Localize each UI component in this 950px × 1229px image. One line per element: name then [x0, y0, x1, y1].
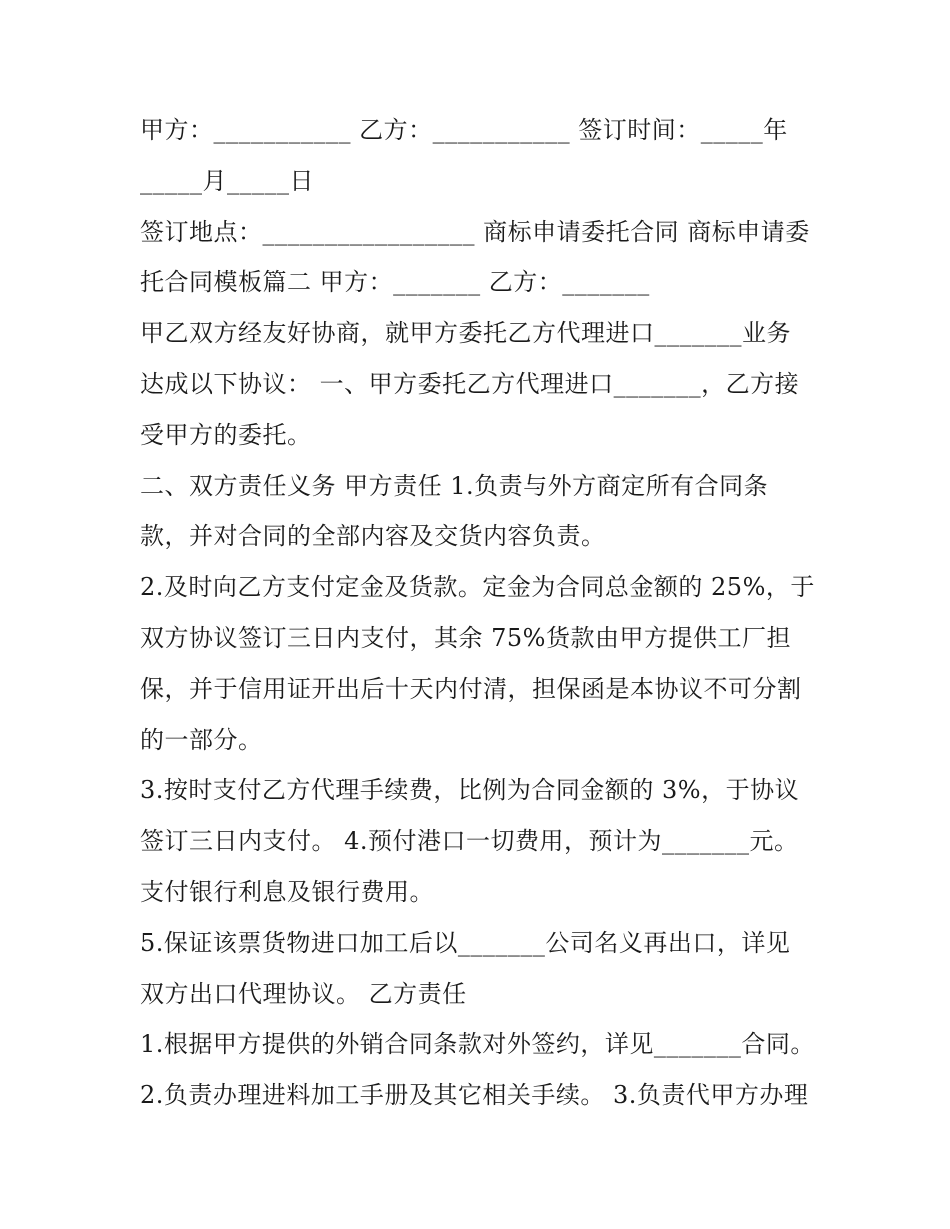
text-line: 二、双方责任义务 甲方责任 1.负责与外方商定所有合同条: [140, 471, 769, 500]
text-line: 双方协议签订三日内支付，其余 75%货款由甲方提供工厂担: [140, 623, 791, 652]
text-line: 签订三日内支付。 4.预付港口一切费用，预计为_______元。: [140, 827, 799, 856]
text-line: 款，并对合同的全部内容及交货内容负责。: [140, 522, 606, 551]
contract-body-text: [140, 105, 820, 1121]
text-line: 签订地点：_________________ 商标申请委托合同 商标申请委: [140, 217, 810, 246]
text-line: 甲方：___________ 乙方：___________ 签订时间：_____年: [140, 116, 788, 144]
text-line: 1.根据甲方提供的外销合同条款对外签约，详见_______合同。: [140, 1030, 815, 1059]
text-line: 甲乙双方经友好协商，就甲方委托乙方代理进口_______业务: [140, 319, 791, 348]
text-line: 3.按时支付乙方代理手续费，比例为合同金额的 3%，于协议: [140, 776, 800, 805]
text-line: 2.负责办理进料加工手册及其它相关手续。 3.负责代甲方办理: [140, 1081, 809, 1110]
text-line: _____月_____日: [140, 166, 314, 195]
text-line: 支付银行利息及银行费用。: [140, 877, 434, 906]
text-line: 达成以下协议： 一、甲方委托乙方代理进口_______，乙方接: [140, 369, 800, 398]
text-line: 保，并于信用证开出后十天内付清，担保函是本协议不可分割: [140, 674, 802, 703]
text-line: 5.保证该票货物进口加工后以_______公司名义再出口，详见: [140, 928, 791, 957]
text-line: 的一部分。: [140, 725, 263, 754]
text-line: 双方出口代理协议。 乙方责任: [140, 979, 467, 1008]
text-line: 受甲方的委托。: [140, 420, 312, 449]
text-line: 托合同模板篇二 甲方：_______ 乙方：_______: [140, 268, 650, 297]
text-line: 2.及时向乙方支付定金及货款。定金为合同总金额的 25%，于: [140, 573, 815, 602]
